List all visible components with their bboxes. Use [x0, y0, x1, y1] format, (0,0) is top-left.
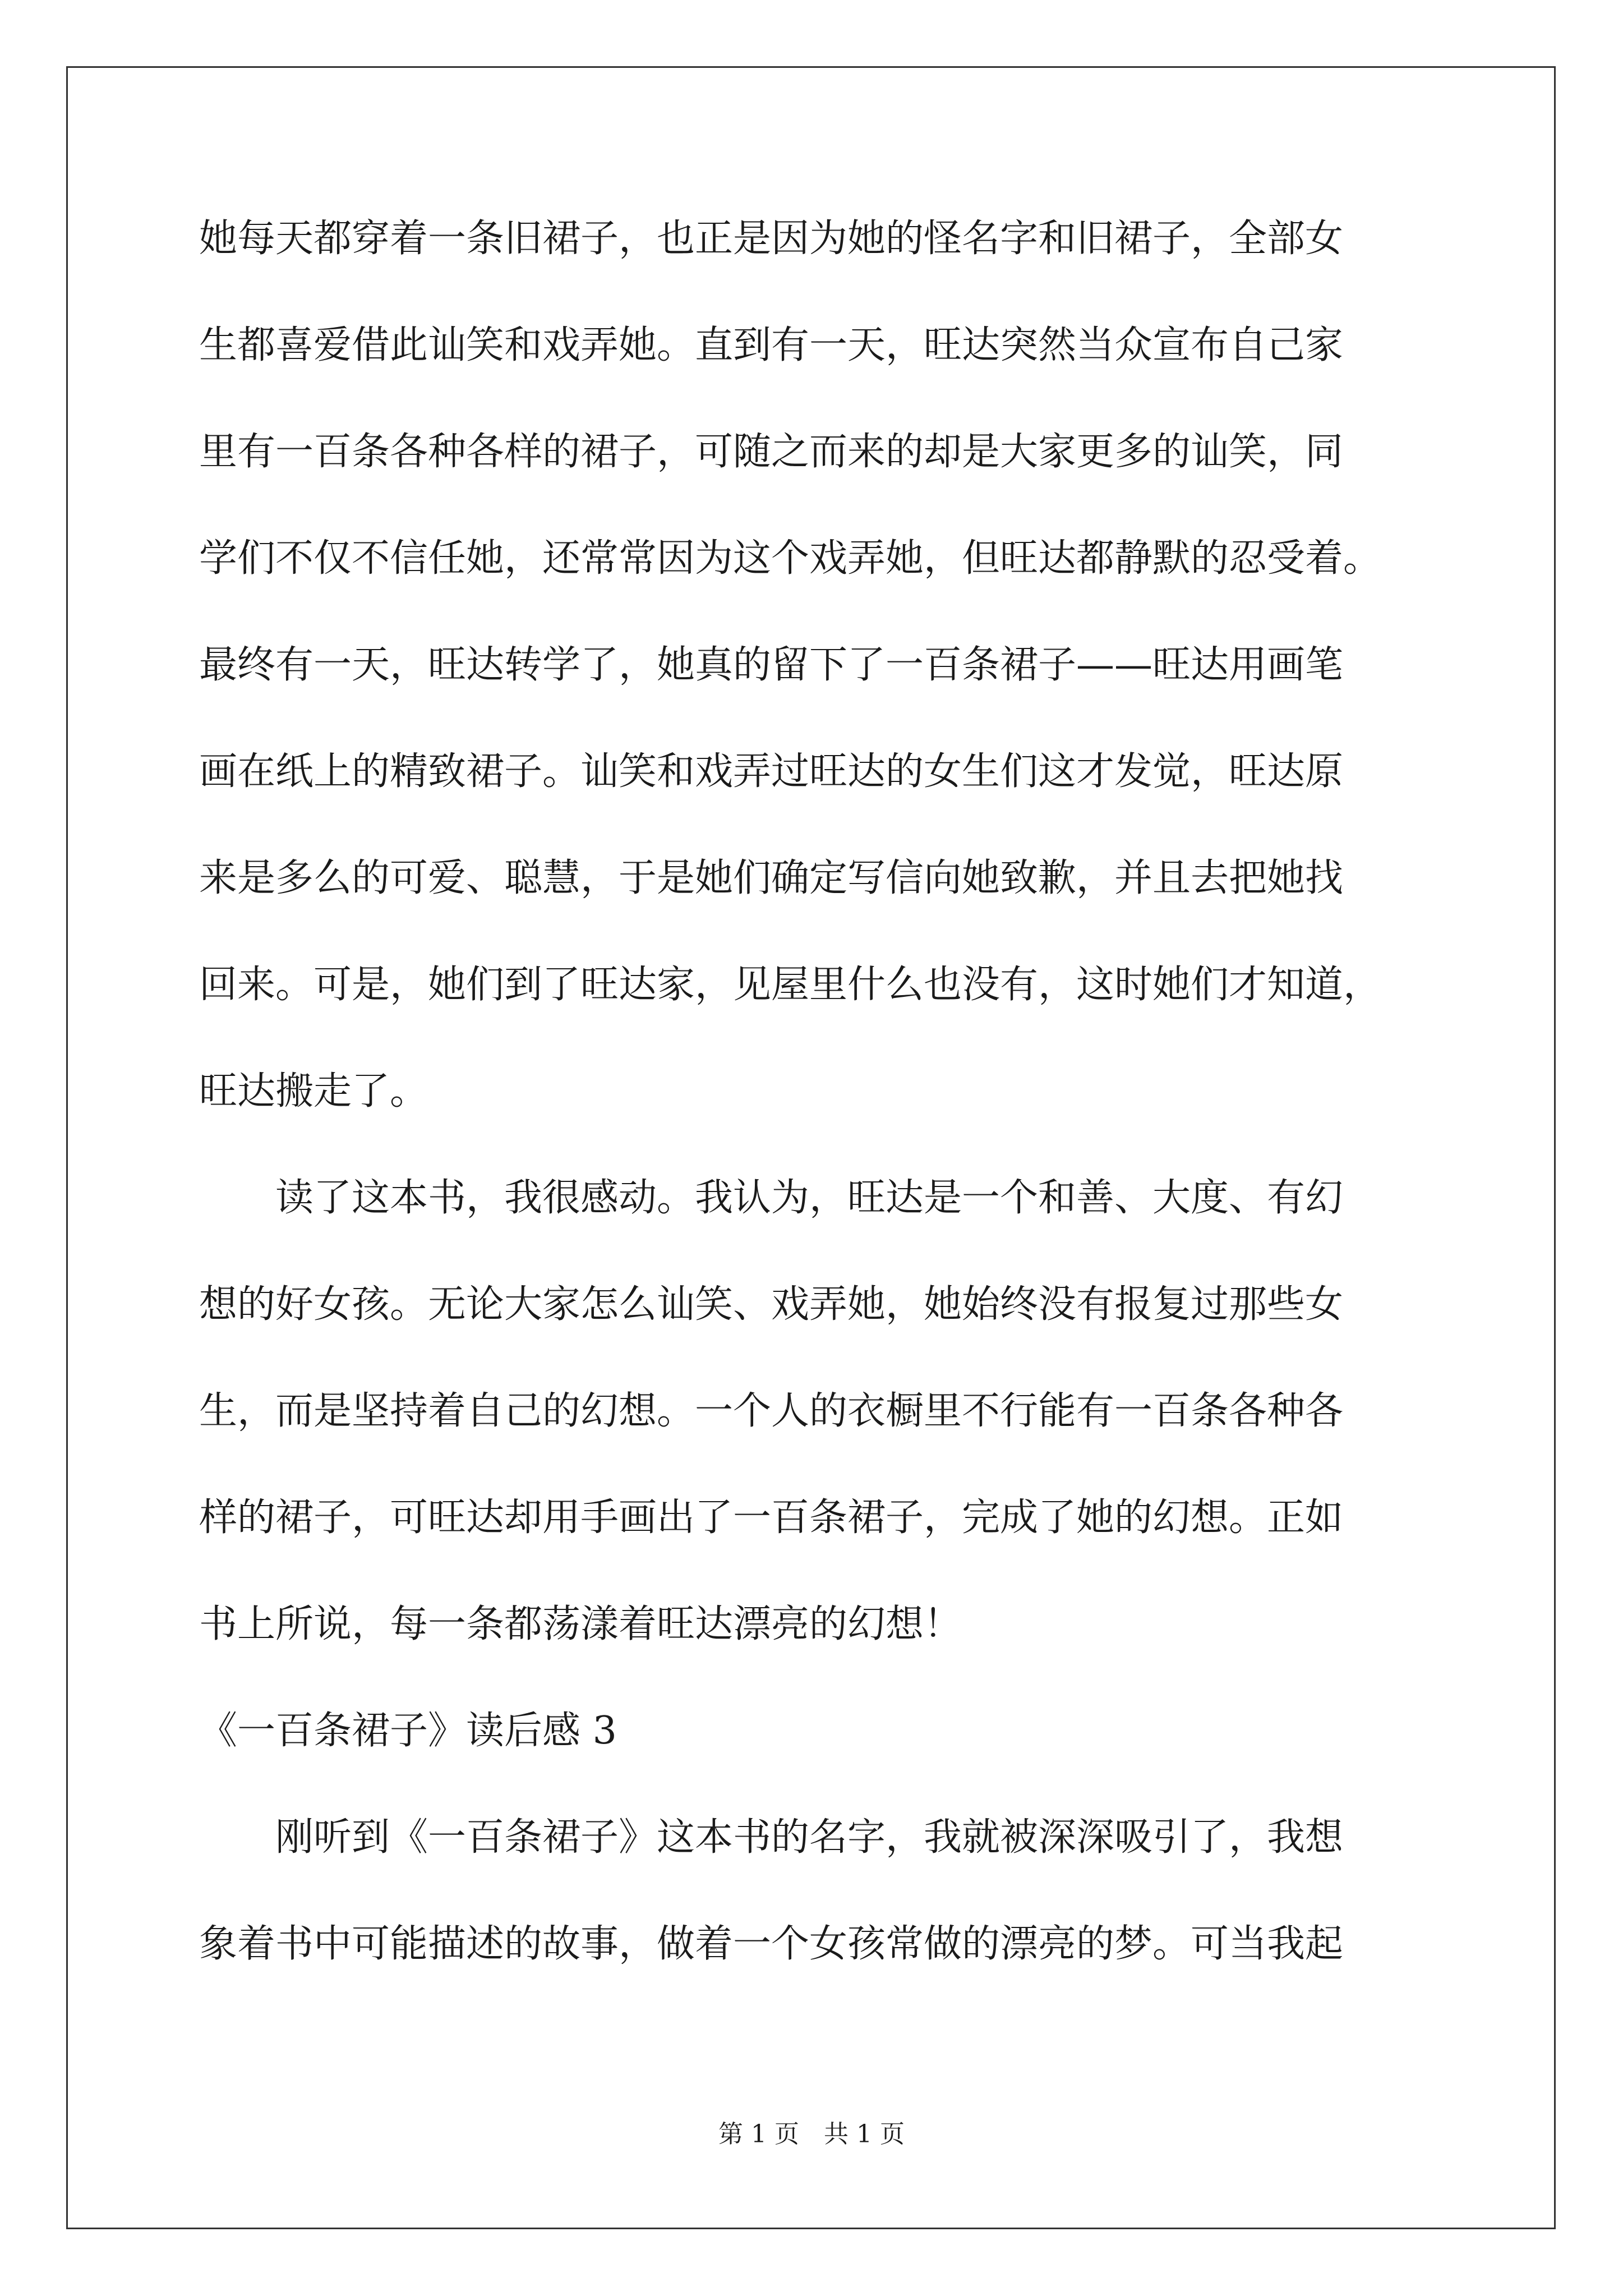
text-line: 样的裙子，可旺达却用手画出了一百条裙子，完成了她的幻想。正如: [199, 1496, 1344, 1540]
text-line: 想的好女孩。无论大家怎么讪笑、戏弄她，她始终没有报复过那些女: [199, 1282, 1344, 1327]
text-line: 学们不仅不信任她，还常常因为这个戏弄她，但旺达都静默的忍受着。: [199, 536, 1382, 581]
section-heading: 《一百条裙子》读后感 3: [199, 1709, 617, 1753]
text-line: 回来。可是，她们到了旺达家，见屋里什么也没有，这时她们才知道，: [199, 963, 1382, 1007]
text-line: 生，而是坚持着自己的幻想。一个人的衣橱里不行能有一百条各种各: [199, 1389, 1344, 1433]
text-line: 书上所说，每一条都荡漾着旺达漂亮的幻想！: [199, 1602, 962, 1646]
text-line: 刚听到《一百条裙子》这本书的名字，我就被深深吸引了，我想: [275, 1815, 1344, 1860]
text-line: 她每天都穿着一条旧裙子，也正是因为她的怪名字和旧裙子，全部女: [199, 217, 1344, 261]
page-number: 第 1 页 共 1 页: [718, 2120, 905, 2148]
text-line: 旺达搬走了。: [199, 1069, 428, 1114]
text-line: 最终有一天，旺达转学了，她真的留下了一百条裙子——旺达用画笔: [199, 643, 1344, 687]
text-line: 生都喜爱借此讪笑和戏弄她。直到有一天，旺达突然当众宣布自己家: [199, 323, 1344, 367]
page-border: [66, 66, 1556, 2229]
text-line: 画在纸上的精致裙子。讪笑和戏弄过旺达的女生们这才发觉，旺达原: [199, 749, 1344, 794]
text-line: 读了这本书，我很感动。我认为，旺达是一个和善、大度、有幻: [275, 1176, 1344, 1220]
text-line: 里有一百条各种各样的裙子，可随之而来的却是大家更多的讪笑，同: [199, 430, 1344, 474]
text-line: 象着书中可能描述的故事，做着一个女孩常做的漂亮的梦。可当我起: [199, 1922, 1344, 1966]
text-line: 来是多么的可爱、聪慧，于是她们确定写信向她致歉，并且去把她找: [199, 856, 1344, 900]
